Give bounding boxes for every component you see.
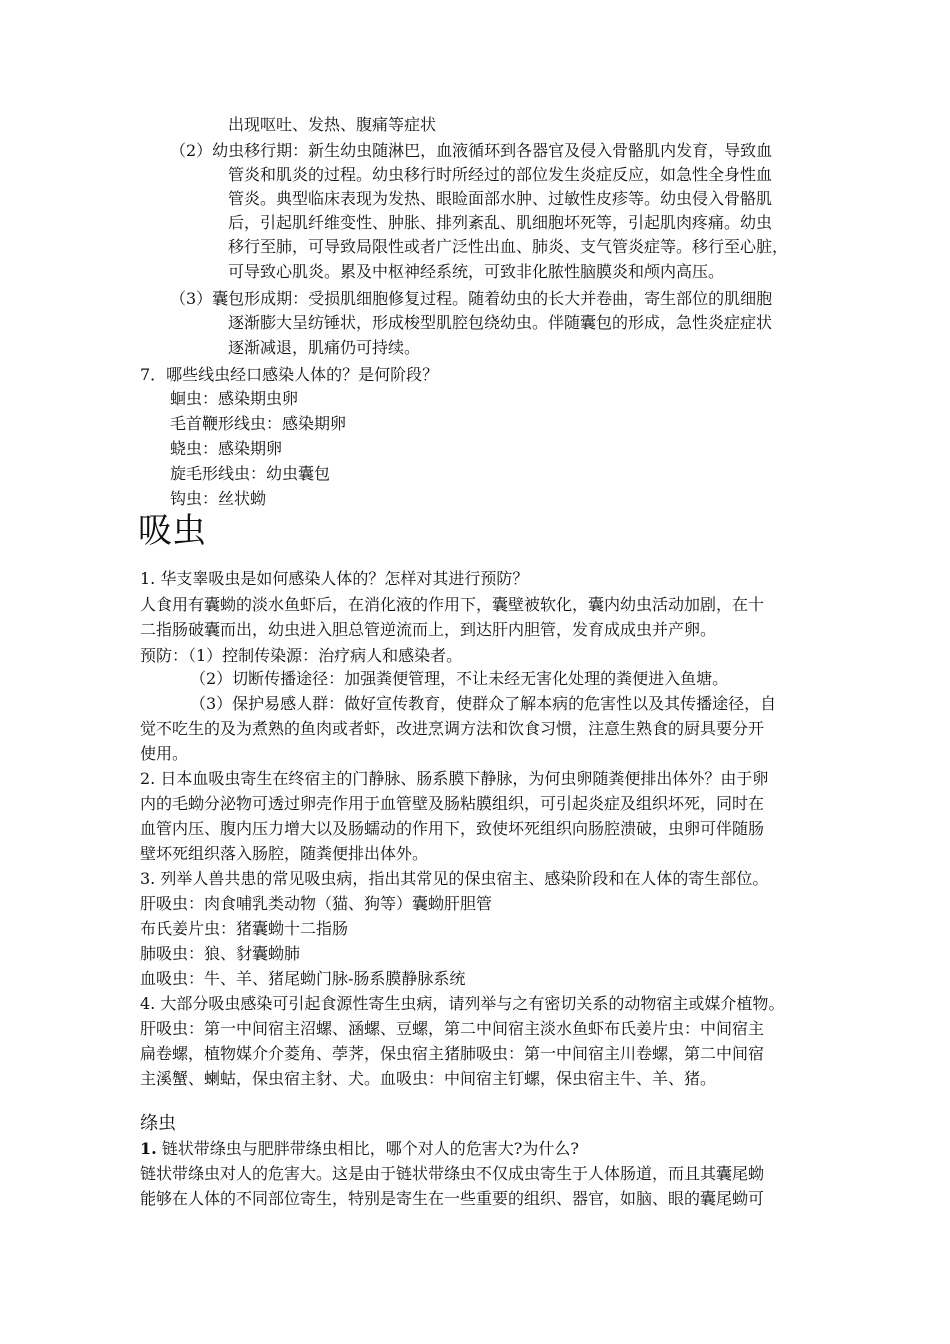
section-heading-trematode: 吸虫 — [138, 511, 206, 551]
paragraph-line: 使用。 — [140, 744, 189, 763]
paragraph-line: 肝吸虫：第一中间宿主沼螺、涵螺、豆螺，第二中间宿主淡水鱼虾布氏姜片虫：中间宿主 — [140, 1019, 765, 1038]
question-text: 链状带绦虫与肥胖带绦虫相比，哪个对人的危害大?为什么? — [161, 1139, 579, 1158]
symptom-line: 出现呕吐、发热、腹痛等症状 — [228, 115, 437, 134]
paragraph-line: 逐渐膨大呈纺锤状，形成梭型肌腔包绕幼虫。伴随囊包的形成，急性炎症症状 — [228, 313, 773, 332]
paragraph-line: 血管内压、腹内压力增大以及肠蠕动的作用下，致使坏死组织向肠腔溃破，虫卵可伴随肠 — [140, 819, 765, 838]
answer-item: 毛首鞭形线虫：感染期卵 — [170, 414, 347, 433]
cyst-formation-stage-line: （3）囊包形成期：受损肌细胞修复过程。随着幼虫的长大并卷曲，寄生部位的肌细胞 — [170, 289, 773, 308]
paragraph-line: 管炎和肌炎的过程。幼虫移行时所经过的部位发生炎症反应，如急性全身性血 — [228, 165, 773, 184]
answer-item: 钩虫：丝状蚴 — [170, 489, 267, 508]
prevention-line: （3）保护易感人群：做好宣传教育，使群众了解本病的危害性以及其传播途径，自 — [190, 694, 777, 713]
paragraph-line: 壁坏死组织落入肠腔，随粪便排出体外。 — [140, 844, 429, 863]
paragraph-line: 管炎。典型临床表现为发热、眼睑面部水肿、过敏性皮疹等。幼虫侵入骨骼肌 — [228, 189, 773, 208]
question-number: 1. — [140, 1139, 157, 1158]
question-2: 2. 日本血吸虫寄生在终宿主的门静脉、肠系膜下静脉，为何虫卵随粪便排出体外？由于卵 — [140, 769, 769, 788]
answer-item: 布氏姜片虫：猪囊蚴十二指肠 — [140, 919, 349, 938]
paragraph-line: 主溪蟹、蝲蛄，保虫宿主豺、犬。血吸虫：中间宿主钉螺，保虫宿主牛、羊、猪。 — [140, 1069, 717, 1088]
question-3: 3. 列举人兽共患的常见吸虫病，指出其常见的保虫宿主、感染阶段和在人体的寄生部位。 — [140, 869, 769, 888]
prevention-line: （2）切断传播途径：加强粪便管理，不让未经无害化处理的粪便进入鱼塘。 — [190, 669, 729, 688]
paragraph-line: 觉不吃生的及为煮熟的鱼肉或者虾，改进烹调方法和饮食习惯，注意生熟食的厨具要分开 — [140, 719, 765, 738]
paragraph-line: 能够在人体的不同部位寄生，特别是寄生在一些重要的组织、器官，如脑、眼的囊尾蚴可 — [140, 1189, 765, 1208]
answer-item: 血吸虫：牛、羊、猪尾蚴门脉-肠系膜静脉系统 — [140, 969, 466, 988]
answer-item: 肺吸虫：狼、豺囊蚴肺 — [140, 944, 301, 963]
larva-migration-stage-line: （2）幼虫移行期：新生幼虫随淋巴，血液循环到各器官及侵入骨骼肌内发育，导致血 — [170, 141, 773, 160]
answer-item: 蛔虫：感染期虫卵 — [170, 389, 299, 408]
question-1 — [140, 1137, 579, 1161]
paragraph-line: 逐渐减退，肌痛仍可持续。 — [228, 338, 421, 357]
question-1: 1. 华支睾吸虫是如何感染人体的？怎样对其进行预防？ — [140, 569, 529, 588]
answer-item: 肝吸虫：肉食哺乳类动物（猫、狗等）囊蚴肝胆管 — [140, 894, 493, 913]
paragraph-line: 内的毛蚴分泌物可透过卵壳作用于血管壁及肠粘膜组织，可引起炎症及组织坏死，同时在 — [140, 794, 765, 813]
question-7: 7．哪些线虫经口感染人体的？是何阶段？ — [140, 365, 439, 384]
section-heading-cestode: 绦虫 — [140, 1113, 176, 1134]
paragraph-line: 链状带绦虫对人的危害大。这是由于链状带绦虫不仅成虫寄生于人体肠道，而且其囊尾蚴 — [140, 1164, 765, 1183]
paragraph-line: 后，引起肌纤维变性、肿胀、排列紊乱、肌细胞坏死等，引起肌肉疼痛。幼虫 — [228, 213, 773, 232]
paragraph-line: 二指肠破囊而出，幼虫进入胆总管逆流而上，到达肝内胆管，发育成成虫并产卵。 — [140, 620, 717, 639]
answer-item: 旋毛形线虫：幼虫囊包 — [170, 464, 331, 483]
question-4: 4. 大部分吸虫感染可引起食源性寄生虫病，请列举与之有密切关系的动物宿主或媒介植物。 — [140, 994, 785, 1013]
paragraph-line: 移行至肺，可导致局限性或者广泛性出血、肺炎、支气管炎症等。移行至心脏， — [228, 237, 789, 256]
paragraph-line: 人食用有囊蚴的淡水鱼虾后，在消化液的作用下，囊壁被软化，囊内幼虫活动加剧，在十 — [140, 595, 765, 614]
prevention-line: 预防：（1）控制传染源：治疗病人和感染者。 — [140, 646, 463, 665]
paragraph-line: 扁卷螺，植物媒介介菱角、荸荠，保虫宿主猪肺吸虫：第一中间宿主川卷螺，第二中间宿 — [140, 1044, 765, 1063]
paragraph-line: 可导致心肌炎。累及中枢神经系统，可致非化脓性脑膜炎和颅内高压。 — [228, 262, 725, 281]
answer-item: 蛲虫：感染期卵 — [170, 439, 283, 458]
